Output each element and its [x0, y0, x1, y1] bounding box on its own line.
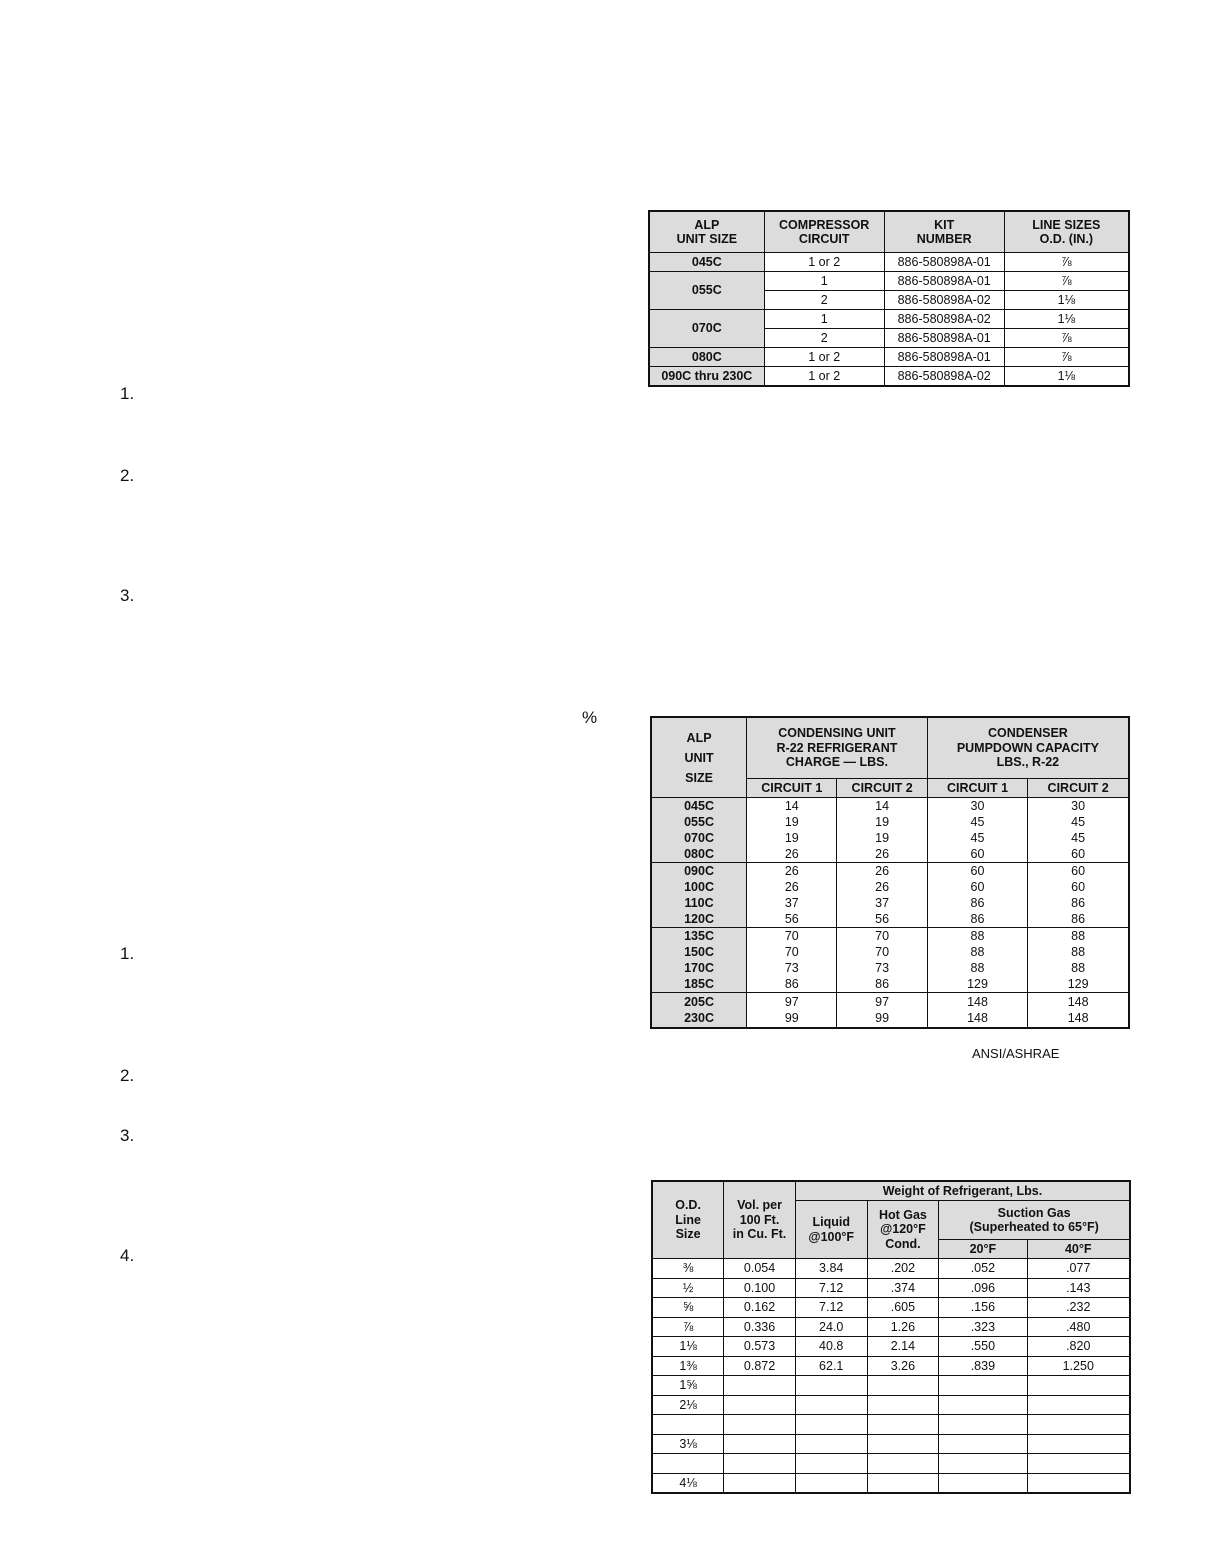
cell-cd-circuit-1: 148 148 — [927, 993, 1027, 1029]
col-header-circuit-1: CIRCUIT 1 — [927, 779, 1027, 798]
cell-circuit: 1 or 2 — [764, 367, 884, 387]
cell-size: ⅜ — [652, 1259, 724, 1279]
col-header-unit-size: ALP UNIT SIZE — [649, 211, 764, 253]
cell-size: 3⅛ — [652, 1434, 724, 1454]
cell-empty — [939, 1395, 1027, 1415]
cell-cd-circuit-1: 60 60 86 86 — [927, 863, 1027, 928]
table-row-group — [651, 863, 1129, 928]
col-header-condensing-unit: CONDENSING UNIT R-22 REFRIGERANT CHARGE — LBS. — [747, 717, 928, 779]
cell-hot-gas: 1.26 — [867, 1317, 939, 1337]
cell-cd-circuit-2: 60 60 86 86 — [1028, 863, 1129, 928]
cell-cu-circuit-2: 26 26 37 56 — [837, 863, 927, 928]
table-row-group — [651, 928, 1129, 993]
cell-empty — [867, 1454, 939, 1474]
cell-cd-circuit-1: 88 88 88 129 — [927, 928, 1027, 993]
cell-volume: 0.100 — [724, 1278, 796, 1298]
table-row-group — [651, 798, 1129, 863]
cell-liquid: 3.84 — [795, 1259, 867, 1279]
cell-empty — [724, 1376, 796, 1396]
cell-kit: 886-580898A-01 — [884, 272, 1004, 291]
cell-empty — [724, 1454, 796, 1474]
cell-suction-20: .839 — [939, 1356, 1027, 1376]
cell-empty — [724, 1395, 796, 1415]
cell-circuit: 2 — [764, 329, 884, 348]
cell-cu-circuit-1: 26 26 37 56 — [747, 863, 837, 928]
cell-suction-40: .143 — [1027, 1278, 1130, 1298]
cell-empty — [867, 1376, 939, 1396]
cell-cu-circuit-1: 70 70 73 86 — [747, 928, 837, 993]
cell-hot-gas: .374 — [867, 1278, 939, 1298]
cell-suction-40: .480 — [1027, 1317, 1130, 1337]
col-header-volume: Vol. per 100 Ft. in Cu. Ft. — [724, 1181, 796, 1259]
cell-unit: 090C thru 230C — [649, 367, 764, 387]
cell-unit: 080C — [649, 348, 764, 367]
col-header-circuit-1: CIRCUIT 1 — [747, 779, 837, 798]
col-header-40f: 40°F — [1027, 1240, 1130, 1259]
cell-size: ½ — [652, 1278, 724, 1298]
col-header-weight: Weight of Refrigerant, Lbs. — [795, 1181, 1130, 1201]
cell-kit: 886-580898A-02 — [884, 367, 1004, 387]
cell-unit: 055C — [649, 272, 764, 310]
cell-suction-20: .156 — [939, 1298, 1027, 1318]
cell-size: 1⅛ — [652, 1337, 724, 1357]
cell-empty — [1027, 1415, 1130, 1435]
col-header-circuit-2: CIRCUIT 2 — [1028, 779, 1129, 798]
cell-empty — [1027, 1454, 1130, 1474]
col-header-line-sizes: LINE SIZES O.D. (IN.) — [1004, 211, 1129, 253]
cell-size: ⅝ — [652, 1298, 724, 1318]
cell-size: 1⅛ — [1004, 310, 1129, 329]
cell-empty — [1027, 1376, 1130, 1396]
table-row-empty — [652, 1376, 1130, 1396]
cell-cd-circuit-2: 30 45 45 60 — [1028, 798, 1129, 863]
cell-hot-gas: .202 — [867, 1259, 939, 1279]
step-marker-b2: 2. — [120, 1066, 135, 1085]
col-header-suction-gas: Suction Gas (Superheated to 65°F) — [939, 1201, 1130, 1240]
cell-kit: 886-580898A-01 — [884, 253, 1004, 272]
cell-suction-20: .096 — [939, 1278, 1027, 1298]
col-header-hot-gas: Hot Gas @120°F Cond. — [867, 1201, 939, 1259]
cell-liquid: 40.8 — [795, 1337, 867, 1357]
standard-caption: ANSI/ASHRAE — [972, 1046, 1060, 1061]
cell-empty — [795, 1395, 867, 1415]
cell-units: 205C 230C — [651, 993, 747, 1029]
cell-empty — [939, 1454, 1027, 1474]
table-row — [649, 367, 1129, 387]
table-row — [652, 1278, 1130, 1298]
cell-empty — [867, 1434, 939, 1454]
cell-size — [652, 1415, 724, 1435]
cell-units: 135C 150C 170C 185C — [651, 928, 747, 993]
cell-empty — [867, 1415, 939, 1435]
cell-hot-gas: 3.26 — [867, 1356, 939, 1376]
cell-empty — [795, 1473, 867, 1493]
table-header-row — [649, 211, 1129, 253]
cell-volume: 0.054 — [724, 1259, 796, 1279]
percent-glyph: % — [582, 708, 598, 727]
col-header-kit-number: KIT NUMBER — [884, 211, 1004, 253]
cell-suction-40: .232 — [1027, 1298, 1130, 1318]
cell-volume: 0.573 — [724, 1337, 796, 1357]
cell-empty — [939, 1376, 1027, 1396]
cell-suction-20: .550 — [939, 1337, 1027, 1357]
cell-liquid: 7.12 — [795, 1298, 867, 1318]
cell-circuit: 1 — [764, 272, 884, 291]
step-marker-3: 3. — [120, 586, 135, 605]
cell-liquid: 24.0 — [795, 1317, 867, 1337]
cell-circuit: 1 — [764, 310, 884, 329]
cell-volume: 0.162 — [724, 1298, 796, 1318]
table-row — [652, 1298, 1130, 1318]
cell-volume: 0.336 — [724, 1317, 796, 1337]
cell-cd-circuit-1: 30 45 45 60 — [927, 798, 1027, 863]
cell-size: 4⅛ — [652, 1473, 724, 1493]
table-header-row — [652, 1181, 1130, 1201]
cell-size: 2⅛ — [652, 1395, 724, 1415]
cell-unit: 045C — [649, 253, 764, 272]
cell-kit: 886-580898A-01 — [884, 329, 1004, 348]
cell-units: 045C 055C 070C 080C — [651, 798, 747, 863]
col-header-compressor-circuit: COMPRESSOR CIRCUIT — [764, 211, 884, 253]
table-row-group — [651, 993, 1129, 1029]
cell-empty — [1027, 1395, 1130, 1415]
col-header-condenser: CONDENSER PUMPDOWN CAPACITY LBS., R-22 — [927, 717, 1129, 779]
cell-size: 1⅝ — [652, 1376, 724, 1396]
step-marker-b3: 3. — [120, 1126, 135, 1145]
cell-hot-gas: .605 — [867, 1298, 939, 1318]
cell-size: ⅞ — [1004, 272, 1129, 291]
cell-empty — [867, 1473, 939, 1493]
cell-kit: 886-580898A-01 — [884, 348, 1004, 367]
cell-empty — [939, 1415, 1027, 1435]
cell-unit: 070C — [649, 310, 764, 348]
table-row-empty — [652, 1415, 1130, 1435]
col-header-liquid: Liquid @100°F — [795, 1201, 867, 1259]
cell-cu-circuit-2: 97 99 — [837, 993, 927, 1029]
table-row — [652, 1317, 1130, 1337]
table-row — [649, 272, 1129, 291]
step-marker-b4: 4. — [120, 1246, 135, 1265]
cell-size — [652, 1454, 724, 1474]
refrigerant-charge-table — [650, 716, 1130, 1029]
step-marker-2: 2. — [120, 466, 135, 485]
cell-liquid: 7.12 — [795, 1278, 867, 1298]
refrigerant-weight-table — [651, 1180, 1131, 1494]
cell-size: 1⅛ — [1004, 367, 1129, 387]
table-row — [649, 310, 1129, 329]
cell-empty — [724, 1473, 796, 1493]
table-row — [652, 1356, 1130, 1376]
cell-empty — [1027, 1434, 1130, 1454]
cell-empty — [939, 1473, 1027, 1493]
cell-hot-gas: 2.14 — [867, 1337, 939, 1357]
cell-empty — [795, 1376, 867, 1396]
col-header-od-line-size: O.D. Line Size — [652, 1181, 724, 1259]
cell-suction-40: 1.250 — [1027, 1356, 1130, 1376]
table-header-row — [651, 717, 1129, 779]
cell-empty — [724, 1434, 796, 1454]
cell-cu-circuit-2: 70 70 73 86 — [837, 928, 927, 993]
cell-cd-circuit-2: 148 148 — [1028, 993, 1129, 1029]
cell-cu-circuit-1: 97 99 — [747, 993, 837, 1029]
cell-size: ⅞ — [1004, 329, 1129, 348]
table-row-empty — [652, 1395, 1130, 1415]
cell-empty — [724, 1415, 796, 1435]
col-header-unit-size: ALP UNIT SIZE — [651, 717, 747, 798]
cell-circuit: 1 or 2 — [764, 348, 884, 367]
cell-kit: 886-580898A-02 — [884, 310, 1004, 329]
cell-size: ⅞ — [652, 1317, 724, 1337]
table-row — [649, 348, 1129, 367]
cell-suction-40: .077 — [1027, 1259, 1130, 1279]
step-marker-b1: 1. — [120, 944, 135, 963]
col-header-20f: 20°F — [939, 1240, 1027, 1259]
cell-empty — [1027, 1473, 1130, 1493]
table-row — [652, 1259, 1130, 1279]
cell-empty — [795, 1434, 867, 1454]
cell-cu-circuit-2: 14 19 19 26 — [837, 798, 927, 863]
cell-empty — [867, 1395, 939, 1415]
table-row — [652, 1337, 1130, 1357]
table-row — [649, 253, 1129, 272]
table-row-empty — [652, 1454, 1130, 1474]
cell-size: ⅞ — [1004, 348, 1129, 367]
table-row-empty — [652, 1434, 1130, 1454]
cell-size: ⅞ — [1004, 253, 1129, 272]
cell-size: 1⅜ — [652, 1356, 724, 1376]
cell-units: 090C 100C 110C 120C — [651, 863, 747, 928]
cell-circuit: 1 or 2 — [764, 253, 884, 272]
col-header-circuit-2: CIRCUIT 2 — [837, 779, 927, 798]
cell-liquid: 62.1 — [795, 1356, 867, 1376]
cell-suction-20: .052 — [939, 1259, 1027, 1279]
cell-empty — [795, 1454, 867, 1474]
kit-number-table — [648, 210, 1130, 387]
cell-size: 1⅛ — [1004, 291, 1129, 310]
cell-empty — [795, 1415, 867, 1435]
table-row-empty — [652, 1473, 1130, 1493]
cell-kit: 886-580898A-02 — [884, 291, 1004, 310]
cell-cu-circuit-1: 14 19 19 26 — [747, 798, 837, 863]
cell-circuit: 2 — [764, 291, 884, 310]
cell-suction-40: .820 — [1027, 1337, 1130, 1357]
cell-suction-20: .323 — [939, 1317, 1027, 1337]
cell-volume: 0.872 — [724, 1356, 796, 1376]
cell-cd-circuit-2: 88 88 88 129 — [1028, 928, 1129, 993]
step-marker-1: 1. — [120, 384, 135, 403]
cell-empty — [939, 1434, 1027, 1454]
